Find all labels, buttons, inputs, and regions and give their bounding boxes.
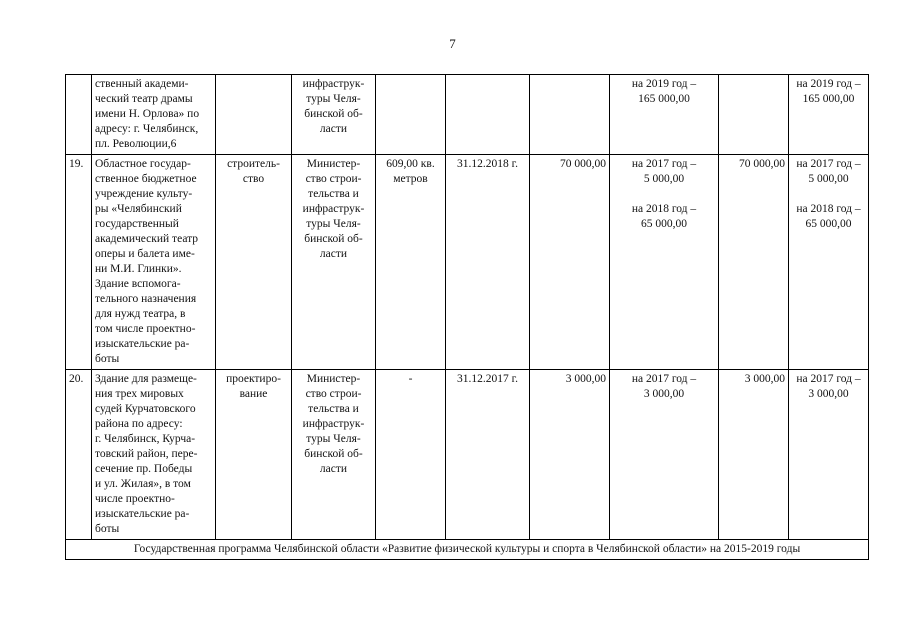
budget-line: 3 000,00 [808,388,849,400]
total-cell [719,75,789,155]
object-name-line: изыскательские ра- [95,338,190,350]
funding-spacer [613,187,715,202]
table-row [66,155,869,370]
customer-line: ласти [319,123,348,135]
program-title: Государственная программа Челябинской области «Развитие физической культуры и спорта в Челябинской области» на 2015-2019 годы [66,540,869,560]
customer-cell [292,155,376,370]
funding-cell [610,75,719,155]
budget-line: на 2017 год – [796,373,861,385]
funding-cell [610,155,719,370]
row-number [66,75,92,155]
customer-line: туры Челя- [306,218,361,230]
capacity-cell [376,370,446,540]
work-type-line: проектиро- [226,373,281,385]
object-name-cell [92,370,216,540]
capacity-cell [376,155,446,370]
object-name-line: района по адресу: [95,418,183,430]
customer-line: бинской об- [304,448,363,460]
budget-line: 165 000,00 [802,93,855,105]
capacity-cell [376,75,446,155]
object-name-line: числе проектно- [95,493,175,505]
budget-cell [789,370,869,540]
budget-line: на 2018 год – [796,203,861,215]
work-type-line: вание [239,388,268,400]
object-name-line: Областное государ- [95,158,191,170]
deadline-cell: 31.12.2018 г. [446,155,530,370]
customer-line: ство строи- [305,173,362,185]
object-name-cell [92,155,216,370]
row-number: 20. [66,370,92,540]
budget-cell [789,155,869,370]
object-name-line: том числе проектно- [95,323,196,335]
page-number: 7 [449,36,456,51]
customer-line: инфраструк- [302,418,365,430]
object-name-line: Здание вспомога- [95,278,181,290]
funding-line: 165 000,00 [638,93,690,105]
customer-line: тельства и [308,403,359,415]
object-name-line: ния трех мировых [95,388,184,400]
object-name-line: судей Курчатовского [95,403,196,415]
object-name-line: боты [95,523,120,535]
budget-cell [789,75,869,155]
customer-line: ласти [319,248,348,260]
table-row [66,75,869,155]
customer-line: бинской об- [304,233,363,245]
program-row [66,540,869,560]
customer-line: туры Челя- [306,433,361,445]
budget-line: на 2017 год – [796,158,861,170]
work-type-line: ство [242,173,265,185]
object-name-line: имени Н. Орлова» по [95,108,200,120]
estimate-cell: 3 000,00 [530,370,610,540]
customer-line: инфраструк- [302,203,365,215]
funding-line: на 2017 год – [631,373,697,385]
capacity-line: метров [393,173,428,185]
deadline-cell: 31.12.2017 г. [446,370,530,540]
work-type-cell [216,370,292,540]
budget-line: 65 000,00 [805,218,852,230]
budget-line: на 2019 год – [796,78,861,90]
object-name-line: товский район, пере- [95,448,198,460]
object-name-line: изыскательские ра- [95,508,190,520]
customer-line: бинской об- [304,108,363,120]
estimate-cell: 70 000,00 [530,155,610,370]
funding-line: 5 000,00 [643,173,685,185]
customer-line: туры Челя- [306,93,361,105]
object-name-line: тельного назначения [95,293,197,305]
object-name-line: ры «Челябинский [95,203,182,215]
total-cell: 3 000,00 [719,370,789,540]
total-cell: 70 000,00 [719,155,789,370]
customer-line: ство строи- [305,388,362,400]
budget-line: 5 000,00 [808,173,849,185]
object-name-line: ственное бюджетное [95,173,197,185]
funding-line: 3 000,00 [643,388,685,400]
customer-cell [292,75,376,155]
object-name-line: Здание для размеще- [95,373,197,385]
budget-spacer [792,187,865,202]
object-name-line: оперы и балета име- [95,248,195,260]
object-name-line: и ул. Жилая», в том [95,478,191,490]
funding-line: на 2018 год – [631,203,697,215]
object-name-line: ни М.И. Глинки». [95,263,182,275]
deadline-cell [446,75,530,155]
customer-line: Министер- [306,373,361,385]
object-name-line: сечение пр. Победы [95,463,193,475]
work-type-cell [216,75,292,155]
object-name-line: для нужд театра, в [95,308,186,320]
object-table [65,74,869,560]
capacity-line: 609,00 кв. [386,158,435,170]
table-row [66,370,869,540]
funding-cell [610,370,719,540]
customer-cell [292,370,376,540]
funding-line: 65 000,00 [641,218,687,230]
customer-line: ласти [319,463,348,475]
object-name-line: г. Челябинск, Курча- [95,433,196,445]
funding-line: на 2017 год – [631,158,697,170]
funding-line: на 2019 год – [631,78,697,90]
customer-line: Министер- [306,158,361,170]
capacity-line: - [408,373,413,385]
object-name-cell [92,75,216,155]
work-type-line: строитель- [227,158,280,170]
object-name-line: пл. Революции,6 [95,138,177,150]
object-name-line: ственный академи- [95,78,189,90]
customer-line: тельства и [308,188,359,200]
row-number: 19. [66,155,92,370]
customer-line: инфраструк- [302,78,365,90]
object-name-line: академический театр [95,233,199,245]
work-type-cell [216,155,292,370]
object-name-line: ческий театр драмы [95,93,193,105]
object-name-line: боты [95,353,120,365]
object-name-line: адресу: г. Челябинск, [95,123,199,135]
object-name-line: учреждение культу- [95,188,193,200]
object-name-line: государственный [95,218,179,230]
estimate-cell [530,75,610,155]
